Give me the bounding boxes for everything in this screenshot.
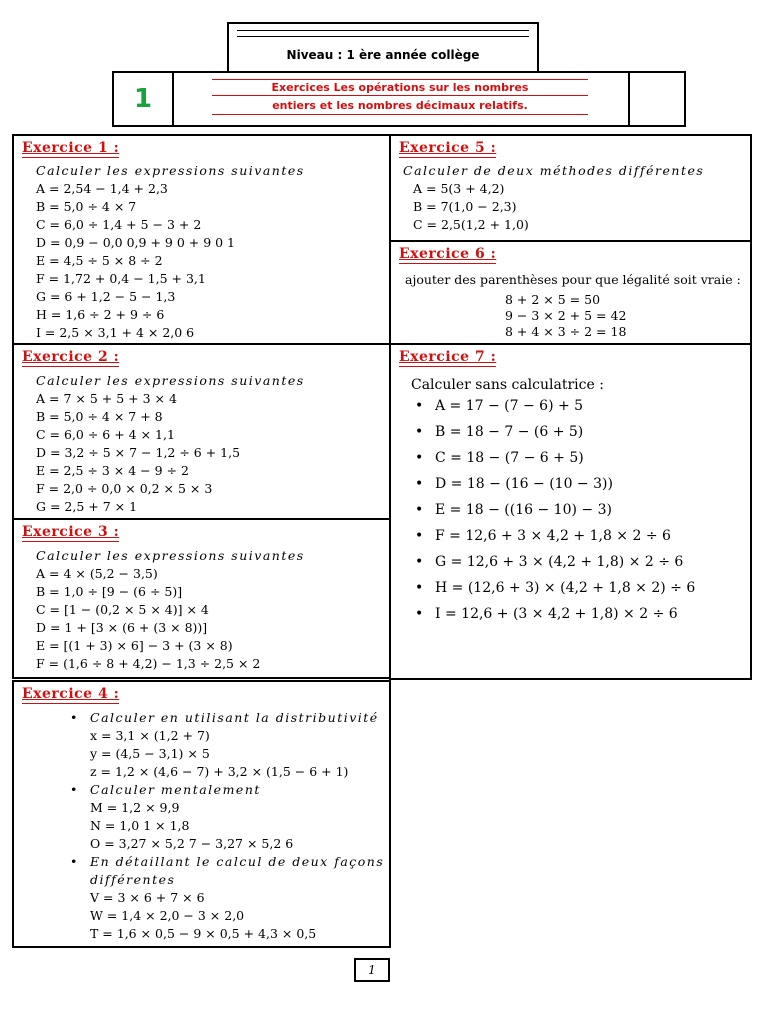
bullet-mental-calculation: • Calculer mentalement — [90, 781, 384, 799]
lesson-title — [172, 73, 630, 125]
expression: B = 1,0 ÷ [9 − (6 ÷ 5)] — [36, 584, 183, 599]
bullet-distributivity: • Calculer en utilisant la distributivité — [90, 709, 384, 727]
expression: B = 7(1,0 − 2,3) — [413, 199, 517, 214]
expression: T = 1,6 × 0,5 − 9 × 0,5 + 4,3 × 0,5 — [90, 926, 317, 941]
expression: • A = 17 − (7 − 6) + 5 — [435, 393, 695, 419]
expression: • B = 18 − 7 − (6 + 5) — [435, 419, 695, 445]
expression: M = 1,2 × 9,9 — [90, 800, 180, 815]
expression: C = 2,5(1,2 + 1,0) — [413, 217, 529, 232]
title-line-2: entiers et les nombres décimaux relatifs. — [272, 99, 528, 112]
expression: H = 1,6 ÷ 2 + 9 ÷ 6 — [36, 307, 165, 322]
page-number: 1 — [354, 958, 390, 982]
exercise-3-instruction: Calculer les expressions suivantes — [36, 548, 305, 563]
expression: B = 5,0 ÷ 4 × 7 — [36, 199, 137, 214]
exercise-1-instruction: Calculer les expressions suivantes — [36, 163, 305, 178]
exercise-1-title: Exercice 1 : — [22, 140, 120, 156]
exercise-1-content — [36, 162, 305, 342]
expression: D = 0,9 − 0,0 0,9 + 9 0 + 9 0 1 — [36, 235, 235, 250]
exercise-7 — [389, 343, 752, 680]
expression: C = [1 − (0,2 × 5 × 4)] × 4 — [36, 602, 209, 617]
expression: • C = 18 − (7 − 6 + 5) — [435, 445, 695, 471]
expression: • G = 12,6 + 3 × (4,2 + 1,8) × 2 ÷ 6 — [435, 549, 695, 575]
exercise-6-content — [505, 292, 626, 340]
equation: 8 + 2 × 5 = 50 — [505, 292, 601, 307]
expression: C = 6,0 ÷ 6 + 4 × 1,1 — [36, 427, 175, 442]
expression: x = 3,1 × (1,2 + 7) — [90, 728, 210, 743]
expression: F = 2,0 ÷ 0,0 × 0,2 × 5 × 3 — [36, 481, 213, 496]
title-rule — [212, 79, 588, 80]
expression: • E = 18 − ((16 − 10) − 3) — [435, 497, 695, 523]
exercise-5-content — [403, 162, 704, 234]
expression: E = [(1 + 3) × 6] − 3 + (3 × 8) — [36, 638, 233, 653]
expression: E = 4,5 ÷ 5 × 8 ÷ 2 — [36, 253, 163, 268]
expression: y = (4,5 − 3,1) × 5 — [90, 746, 210, 761]
title-banner — [112, 71, 686, 127]
exercise-2-instruction: Calculer les expressions suivantes — [36, 373, 305, 388]
expression: I = 2,5 × 3,1 + 4 × 2,0 6 — [36, 325, 195, 340]
expression: G = 2,5 + 7 × 1 — [36, 499, 138, 514]
expression: V = 3 × 6 + 7 × 6 — [90, 890, 205, 905]
exercise-2-content — [36, 372, 305, 516]
expression: O = 3,27 × 5,2 7 − 3,27 × 5,2 6 — [90, 836, 294, 851]
expression: z = 1,2 × (4,6 − 7) + 3,2 × (1,5 − 6 + 1) — [90, 764, 349, 779]
header-rule — [237, 36, 529, 37]
expression: D = 1 + [3 × (6 + (3 × 8))] — [36, 620, 208, 635]
exercise-5-title: Exercice 5 : — [399, 140, 497, 156]
expression: F = (1,6 ÷ 8 + 4,2) − 1,3 ÷ 2,5 × 2 — [36, 656, 261, 671]
expression: • F = 12,6 + 3 × 4,2 + 1,8 × 2 ÷ 6 — [435, 523, 695, 549]
expression: • D = 18 − (16 − (10 − 3)) — [435, 471, 695, 497]
exercise-4-title: Exercice 4 : — [22, 686, 120, 702]
equation: 9 − 3 × 2 + 5 = 42 — [505, 308, 627, 323]
bullet-two-ways: • En détaillant le calcul de deux façons — [90, 853, 384, 871]
level-label: Niveau : 1 ère année collège — [286, 48, 480, 62]
expression: A = 4 × (5,2 − 3,5) — [36, 566, 158, 581]
expression: A = 5(3 + 4,2) — [413, 181, 505, 196]
exercise-7-content — [435, 393, 695, 627]
expression: E = 2,5 ÷ 3 × 4 − 9 ÷ 2 — [36, 463, 189, 478]
expression: D = 3,2 ÷ 5 × 7 − 1,2 ÷ 6 + 1,5 — [36, 445, 241, 460]
expression: B = 5,0 ÷ 4 × 7 + 8 — [36, 409, 163, 424]
equation: 8 + 4 × 3 ÷ 2 = 18 — [505, 324, 627, 339]
exercise-3-content — [36, 547, 305, 673]
expression: F = 1,72 + 0,4 − 1,5 + 3,1 — [36, 271, 206, 286]
expression: N = 1,0 1 × 1,8 — [90, 818, 190, 833]
expression: A = 7 × 5 + 5 + 3 × 4 — [36, 391, 177, 406]
exercise-7-title: Exercice 7 : — [399, 349, 497, 365]
exercise-2 — [12, 343, 391, 520]
lesson-number: 1 — [114, 73, 174, 125]
exercise-5 — [389, 134, 752, 242]
exercise-2-title: Exercice 2 : — [22, 349, 120, 365]
expression: A = 2,54 − 1,4 + 2,3 — [36, 181, 168, 196]
level-header — [227, 22, 539, 73]
exercise-4-content — [90, 709, 384, 943]
bullet-two-ways-continued: différentes — [90, 872, 176, 887]
exercise-7-instruction: Calculer sans calculatrice : — [411, 377, 604, 393]
exercise-3 — [12, 518, 391, 679]
exercise-6-title: Exercice 6 : — [399, 246, 497, 262]
exercise-5-instruction: Calculer de deux méthodes différentes — [403, 163, 705, 178]
expression: • I = 12,6 + (3 × 4,2 + 1,8) × 2 ÷ 6 — [435, 601, 695, 627]
expression: W = 1,4 × 2,0 − 3 × 2,0 — [90, 908, 245, 923]
exercise-3-title: Exercice 3 : — [22, 524, 120, 540]
title-rule — [212, 95, 588, 96]
exercise-6-instruction: ajouter des parenthèses pour que légalité soit vraie : — [405, 272, 741, 287]
header-rule — [237, 30, 529, 31]
title-rule — [212, 114, 588, 115]
expression: C = 6,0 ÷ 1,4 + 5 − 3 + 2 — [36, 217, 202, 232]
exercise-1 — [12, 134, 391, 345]
expression: G = 6 + 1,2 − 5 − 1,3 — [36, 289, 176, 304]
exercise-4 — [12, 680, 391, 948]
exercise-6 — [389, 240, 752, 345]
title-line-1: Exercices Les opérations sur les nombres — [271, 81, 529, 94]
expression: • H = (12,6 + 3) × (4,2 + 1,8 × 2) ÷ 6 — [435, 575, 695, 601]
